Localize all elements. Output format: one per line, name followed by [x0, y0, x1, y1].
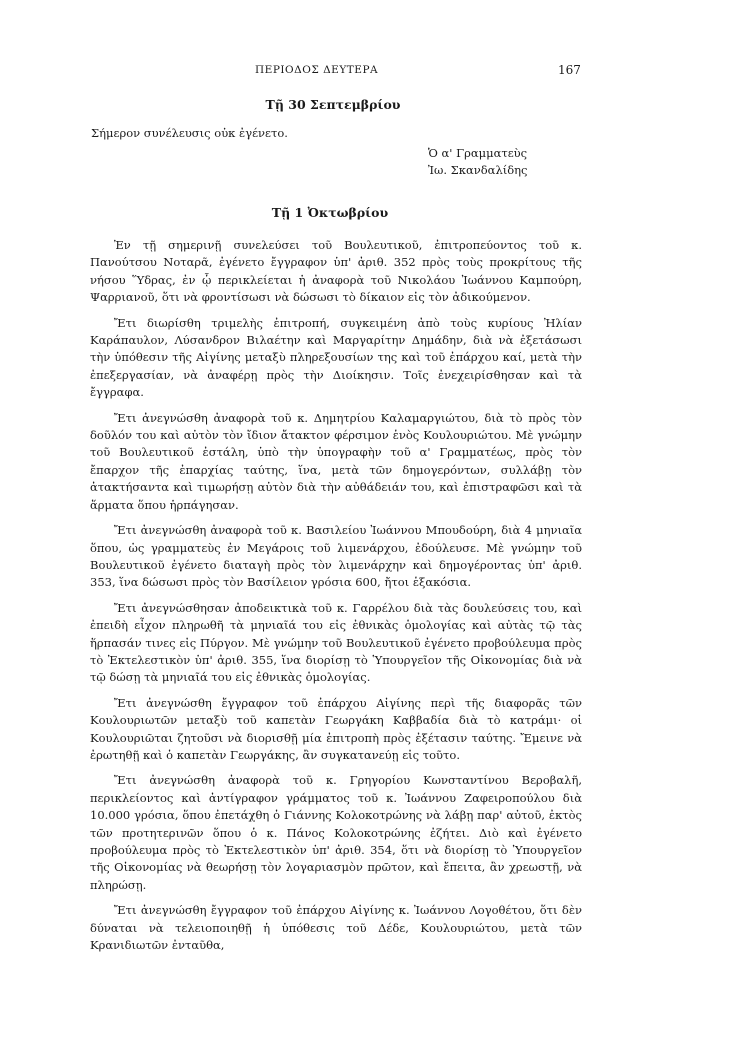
- signature-name: Ἰω. Σκανδαλίδης: [428, 163, 528, 177]
- paragraph: Ἔτι ἀνεγνώσθη ἀναφορὰ τοῦ κ. Γρηγορίου Κωνσταντίνου Βεροβαλῆ, περικλείοντος καὶ ἀντίγραφον γράμματος τοῦ κ. Ἰωάννου Ζαφειροπούλου διὰ 10.000 γρόσια, ὅπου ἐπετάχθη ὁ Γιάννης Κολοκοτρώνης νὰ λάβῃ παρ' αὐτοῦ, ἐκτὸς τῶν προτητερινῶν ὅπου ὁ κ. Πάνος Κολοκοτρώνης ἐζήτει. Διὸ καὶ ἐγένετο προβούλευμα πρὸς τὸ Ἐκτελεστικὸν ὑπ' ἀριθ. 354, ὅτι νὰ διορίσῃ τὸ Ὑπουργεῖον τῆς Οἰκονομίας νὰ θεωρήσῃ τὸν λογαριασμὸν πρῶτον, καὶ ἔπειτα, ἂν χρεωστῇ, νὰ πληρώσῃ.: [90, 773, 582, 892]
- paragraph: Ἔτι ἀνεγνώσθη ἀναφορὰ τοῦ κ. Βασιλείου Ἰωάννου Μπουδούρη, διὰ 4 μηνιαῖα ὅπου, ὡς γραμματεὺς ἐν Μεγάροις τοῦ λιμενάρχου, ἐδούλευσε. Μὲ γνώμην τοῦ Βουλευτικοῦ ἐγένετο διαταγὴ πρὸς τὸν λιμενάρχην καὶ δημογέροντας ὑπ' ἀριθ. 353, ἵνα δώσωσι πρὸς τὸν Βασίλειον γρόσια 600, ἤτοι ἑξακόσια.: [90, 523, 582, 590]
- no-session-note: Σήμερον συνέλευσις οὐκ ἐγένετο.: [91, 126, 288, 140]
- paragraph: Ἔτι διωρίσθη τριμελὴς ἐπιτροπή, συγκειμένη ἀπὸ τοὺς κυρίους Ἠλίαν Καράπαυλον, Λύσανδρον Βιλαέτην καὶ Μαργαρίτην Δημάδην, διὰ νὰ ἐξετάσωσι τὴν ὑπόθεσιν τῆς Αἰγίνης μεταξὺ πληρεξουσίων της καὶ τοῦ ἐπάρχου καί, μετὰ τὴν ἐπεξεργασίαν, νὰ ἀναφέρῃ πρὸς τὴν Διοίκησιν. Τοῖς ἐνεχειρίσθησαν καὶ τὰ ἔγγραφα.: [90, 315, 582, 400]
- date-heading-30-september: Τῇ 30 Σεπτεμβρίου: [265, 97, 401, 112]
- paragraph: Ἐν τῇ σημερινῇ συνελεύσει τοῦ Βουλευτικοῦ, ἐπιτροπεύοντος τοῦ κ. Πανούτσου Νοταρᾶ, ἐγένετο ἔγγραφον ὑπ' ἀριθ. 352 πρὸς τοὺς προκρίτους τῆς νήσου Ὕδρας, ἐν ᾧ περικλείεται ἡ ἀναφορὰ τοῦ Νικολάου Ἰωάννου Καμπούρη, Ψαρριανοῦ, ὅτι νὰ φροντίσωσι νὰ δώσωσι τὸ δίκαιον εἰς τὸν ἀδικούμενον.: [90, 238, 582, 305]
- paragraph: Ἔτι ἀνεγνώσθησαν ἀποδεικτικὰ τοῦ κ. Γαρρέλου διὰ τὰς δουλεύσεις του, καὶ ἐπειδὴ εἶχον πληρωθῆ τὰ μηνιαῖά του εἰς ἐθνικὰς ὁμολογίας καὶ αὐτὰς τῷ τὰς ἥρπασάν τινες εἰς Πύργον. Μὲ γνώμην τοῦ Βουλευτικοῦ ἐγένετο προβούλευμα πρὸς τὸ Ἐκτελεστικὸν ὑπ' ἀριθ. 355, ἵνα διορίσῃ τὸ Ὑπουργεῖον τῆς Οἰκονομίας διὰ νὰ τῷ δώσῃ τὰ μηνιαῖά του εἰς ἐθνικὰς ὁμολογίας.: [90, 600, 582, 685]
- page-number: 167: [558, 63, 581, 77]
- paragraph: Ἔτι ἀνεγνώσθη ἔγγραφον τοῦ ἐπάρχου Αἰγίνης κ. Ἰωάννου Λογοθέτου, ὅτι δὲν δύναται νὰ τελειοποιηθῇ ἡ ὑπόθεσις τοῦ Δέδε, Κουλουριώτου, μετὰ τῶν Κρανιδιωτῶν ἐνταῦθα,: [90, 903, 582, 953]
- signature-title: Ὁ α' Γραμματεὺς: [428, 146, 528, 160]
- minutes-body: [90, 237, 582, 962]
- paragraph: Ἔτι ἀνεγνώσθη ἔγγραφον τοῦ ἐπάρχου Αἰγίνης περὶ τῆς διαφορᾶς τῶν Κουλουριωτῶν μεταξὺ τοῦ καπετὰν Γεωργάκη Καββαδία διὰ τὸ κατράμι· οἱ Κουλουριῶται ζητοῦσι νὰ διορισθῇ μία ἐπιτροπὴ πρὸς ἐξέτασιν ταύτης. Ἔμεινε νὰ ἐρωτηθῇ καὶ ὁ καπετὰν Γεωργάκης, ἂν συγκατανεύῃ εἰς τοῦτο.: [90, 695, 582, 762]
- date-heading-1-october: Τῇ 1 Ὀκτωβρίου: [271, 205, 389, 220]
- running-head: ΠΕΡΙΟΔΟΣ ΔΕΥΤΕΡΑ: [255, 64, 379, 76]
- paragraph: Ἔτι ἀνεγνώσθη ἀναφορὰ τοῦ κ. Δημητρίου Καλαμαργιώτου, διὰ τὸ πρὸς τὸν δοῦλόν του καὶ αὐτὸν τὸν ἴδιον ἄτακτον φέρσιμον ἑνὸς Κουλουριώτου. Μὲ γνώμην τοῦ Βουλευτικοῦ ἐστάλη, ὑπὸ τὴν ὑπογραφὴν τοῦ α' Γραμματέως, πρὸς τὸν ἔπαρχον τῆς ἐπαρχίας ταύτης, ἵνα, μετὰ τῶν δημογερόντων, συλλάβῃ τὸν ἀτακτήσαντα καὶ τιμωρήσῃ αὐτὸν διὰ τὴν αὐθάδειάν του, καὶ ἐπιστραφῶσι καὶ τὰ ἅρματα ὅπου ἡρπάγησαν.: [90, 410, 582, 512]
